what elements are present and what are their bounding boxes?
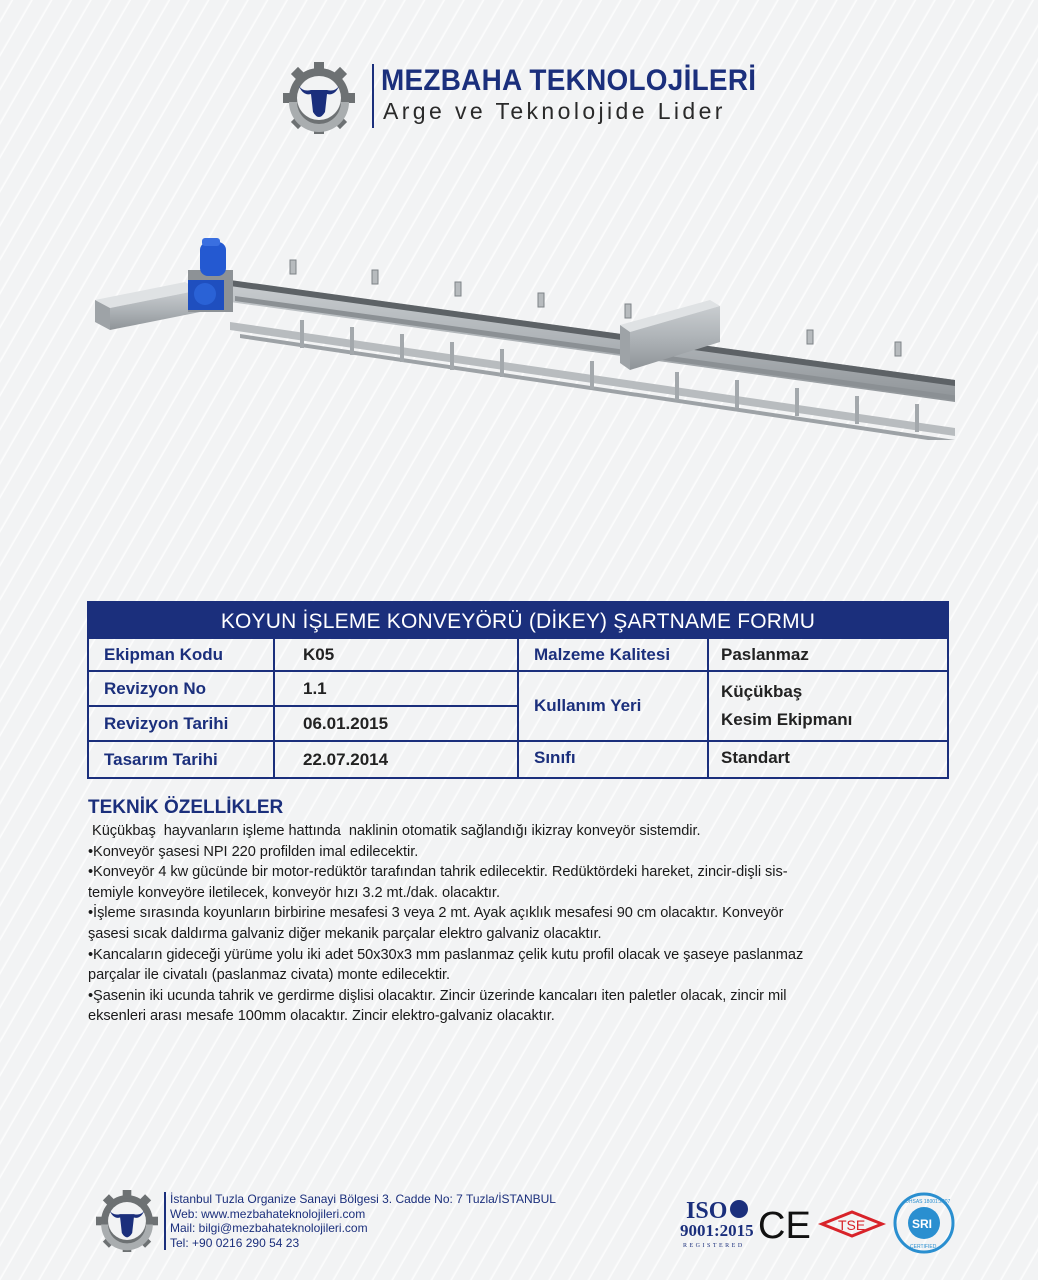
tech-line: •Şasenin iki ucunda tahrik ve gerdirme dişlisi olacaktır. Zincir üzerinde kancaları iten paletler olacak, zincir mil [88, 987, 787, 1004]
tse-logo [822, 1212, 882, 1236]
footer-address: İstanbul Tuzla Organize Sanayi Bölgesi 3. Cadde No: 7 Tuzla/İSTANBUL [170, 1192, 556, 1206]
sri-ring-top: OHSAS 18001:2007 [905, 1199, 951, 1205]
class-value: Standart [721, 748, 790, 767]
tech-line: •Konveyör 4 kw gücünde bir motor-redüktör tarafından tahrik edilecektir. Redüktördeki hareket, zincir-dişli sis- [88, 864, 788, 881]
footer-contact [164, 1192, 556, 1250]
header-logo [283, 58, 763, 134]
design-date-label: Tasarım Tarihi [89, 742, 275, 777]
tech-line: Küçükbaş hayvanların işleme hattında naklinin otomatik sağlandığı ikizray konveyör sistemdir. [88, 823, 701, 839]
revision-date-label: Revizyon Tarihi [89, 707, 275, 742]
equipment-code-label: Ekipman Kodu [89, 639, 275, 672]
design-date-value: 22.07.2014 [275, 742, 519, 777]
sri-text: SRI [912, 1217, 933, 1231]
iso-9001-logo [680, 1198, 754, 1249]
material-value: Paslanmaz [709, 639, 947, 672]
revision-date-value: 06.01.2015 [275, 707, 519, 742]
technical-specs [88, 797, 948, 1027]
sri-ring-bottom: CERTIFIED [910, 1244, 937, 1250]
tech-line: parçalar ile civatalı (paslanmaz civata) monte edilecektir. [88, 967, 451, 984]
footer-tel: Tel: +90 0216 290 54 23 [170, 1235, 300, 1250]
revision-no-label: Revizyon No [89, 672, 275, 707]
ce-mark-logo [758, 1205, 811, 1247]
iso-number: 9001:2015 [680, 1221, 754, 1240]
tse-text: TSE [838, 1217, 866, 1233]
footer-web-link[interactable]: Web: www.mezbahateknolojileri.com [170, 1206, 366, 1221]
tech-line: •Kancaların gideceği yürüme yolu iki adet 50x30x3 mm paslanmaz çelik kutu profil olacak ve şaseye paslanmaz [88, 946, 804, 963]
spec-form-table [87, 601, 949, 779]
usage-value-line1: Küçükbaş [721, 682, 803, 701]
tech-line: •İşleme sırasında koyunların birbirine mesafesi 3 veya 2 mt. Ayak açıklık mesafesi 90 cm olacaktır. Konveyör [88, 905, 784, 922]
iso-text: ISO [686, 1198, 728, 1224]
spec-form-title: KOYUN İŞLEME KONVEYÖRÜ (DİKEY) ŞARTNAME FORMU [89, 603, 947, 639]
logo-divider [372, 64, 374, 128]
footer-gear-bull-icon [96, 1190, 158, 1252]
usage-value [709, 672, 947, 742]
usage-value-line2: Kesim Ekipmanı [721, 710, 853, 729]
conveyor-machine-illustration [90, 230, 955, 440]
company-slogan: Arge ve Teknolojide Lider [383, 98, 726, 124]
ce-text: CE [758, 1205, 811, 1247]
technical-heading: TEKNİK ÖZELLİKLER [88, 797, 284, 818]
sri-ohsas-logo [895, 1194, 953, 1252]
certification-logos [680, 1190, 960, 1256]
tech-line: •Konveyör şasesi NPI 220 profilden imal edilecektir. [88, 843, 419, 860]
equipment-code-value: K05 [275, 639, 519, 672]
tech-line: şasesi sıcak daldırma galvaniz diğer mekanik parçalar elektro galvaniz olacaktır. [88, 925, 602, 942]
gear-bull-icon [283, 62, 355, 134]
revision-no-value: 1.1 [275, 672, 519, 707]
usage-label: Kullanım Yeri [519, 672, 709, 742]
globe-icon [730, 1200, 748, 1218]
tech-line: temiyle konveyöre iletilecek, konveyör hızı 3.2 mt./dak. olacaktır. [88, 884, 500, 901]
footer-mail-link[interactable]: Mail: bilgi@mezbahateknolojileri.com [170, 1221, 368, 1235]
iso-registered: REGISTERED [683, 1243, 745, 1249]
company-name: MEZBAHA TEKNOLOJİLERİ [381, 64, 757, 97]
material-label: Malzeme Kalitesi [519, 639, 709, 672]
class-label: Sınıfı [519, 742, 709, 777]
tech-line: eksenleri arası mesafe 100mm olacaktır. Zincir elektro-galvaniz olacaktır. [88, 1008, 555, 1025]
